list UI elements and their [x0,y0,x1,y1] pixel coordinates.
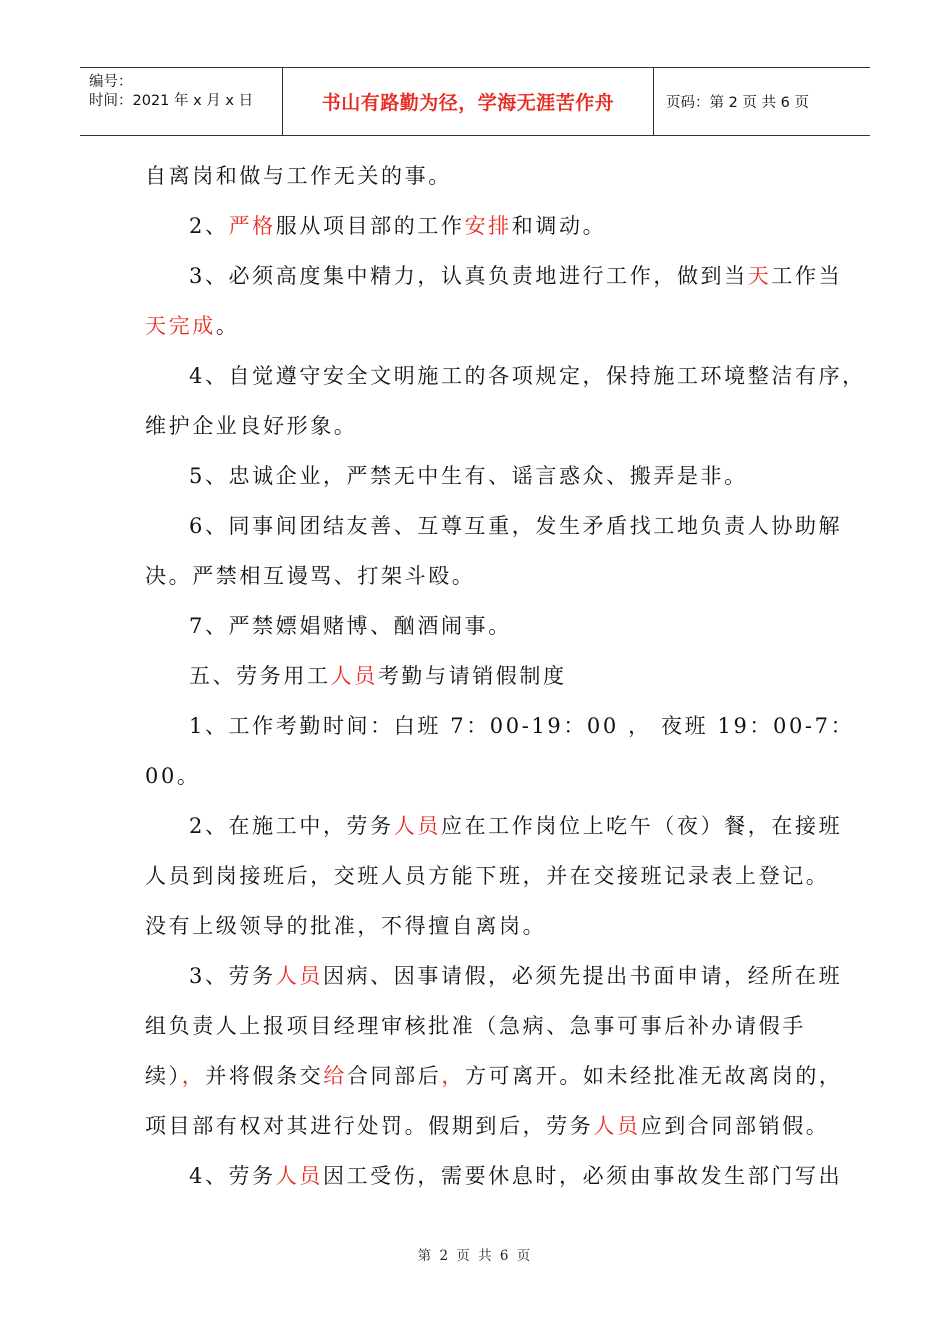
highlighted-text: 天完成 [145,314,216,338]
header-meta [80,68,282,135]
text-segment: 2、在施工中，劳务 [189,814,394,838]
document-number-label: 编号： [89,74,133,90]
text-segment: 因病、因事请假，必须先提出书面申请，经所在班 [322,964,843,988]
text-segment: 人员到岗接班后，交班人员方能下班，并在交接班记录表上登记。 [145,864,830,888]
highlighted-text: 人员 [275,1164,323,1188]
body-line [145,410,357,442]
body-line [145,160,452,192]
highlighted-text: 人员 [593,1114,641,1138]
text-segment: 3、必须高度集中精力，认真负责地进行工作，做到当 [189,264,748,288]
body-line [145,1060,843,1092]
rule-item-5 [189,460,748,492]
text-segment: 4、劳务 [189,1164,276,1188]
highlighted-text: 天 [747,264,772,288]
body-line [145,910,546,942]
text-segment: 3、劳务 [189,964,276,988]
page-footer: 第 2 页 共 6 页 [417,1248,533,1264]
text-segment: 2、 [189,214,229,238]
body-line [145,1110,829,1142]
text-segment: 和调动。 [511,214,607,238]
highlighted-text: ， [441,1064,465,1088]
text-segment: 方可离开。如未经批准无故离岗的， [464,1064,843,1088]
attendance-item-4 [189,1160,842,1192]
highlighted-text: ， [181,1064,206,1088]
header-page-cell [654,68,870,135]
text-segment: 00。 [145,764,201,788]
rule-item-2 [189,210,606,242]
body-line [145,860,829,892]
attendance-item-1 [189,710,854,742]
text-segment: 5、忠诚企业，严禁无中生有、谣言惑众、搬弄是非。 [189,464,748,488]
text-segment: 合同部后 [346,1064,442,1088]
attendance-item-2 [189,810,842,842]
text-segment: 续） [145,1064,182,1088]
highlighted-text: 安排 [464,214,512,238]
body-line [145,560,475,592]
text-segment: 6、同事间团结友善、互尊互重，发生矛盾找工地负责人协助解 [189,514,843,538]
text-segment: 服从项目部的工作 [275,214,465,238]
page-header [80,67,870,136]
text-segment: 因工受伤，需要休息时，必须由事故发生部门写出 [322,1164,843,1188]
text-segment: 自离岗和做与工作无关的事。 [145,164,452,188]
text-segment: 7、严禁嫖娼赌博、酗酒闹事。 [189,614,512,638]
text-segment: 决。严禁相互谩骂、打架斗殴。 [145,564,476,588]
text-segment: 没有上级领导的批准，不得擅自离岗。 [145,914,547,938]
text-segment: 五、劳务用工 [189,664,331,688]
body-line [145,760,201,792]
section-heading [189,660,567,692]
rule-item-3 [189,260,842,292]
highlighted-text: 人员 [393,814,441,838]
text-segment: 考勤与请销假制度 [377,664,567,688]
highlighted-text: 人员 [330,664,378,688]
header-motto-cell [282,68,654,135]
text-segment: 工作当 [771,264,843,288]
rule-item-4 [189,360,866,392]
text-segment: 应到合同部销假。 [640,1114,830,1138]
rule-item-7 [189,610,512,642]
document-date-label: 时间：2021 年 x 月 x 日 [89,93,254,109]
highlighted-text: 严格 [228,214,276,238]
header-motto: 书山有路勤为径，学海无涯苦作舟 [321,92,615,114]
text-segment: 项目部有权对其进行处罚。假期到后，劳务 [145,1114,594,1138]
body-line [145,1010,806,1042]
text-segment: 。 [215,314,240,338]
text-segment: 4、自觉遵守安全文明施工的各项规定，保持施工环境整洁有序， [189,364,866,388]
body-line [145,310,239,342]
text-segment: 组负责人上报项目经理审核批准（急病、急事可事后补办请假手 [145,1014,806,1038]
attendance-item-3 [189,960,842,992]
rule-item-6 [189,510,842,542]
highlighted-text: 给 [323,1064,347,1088]
header-page-number: 页码：第 2 页 共 6 页 [666,95,809,111]
text-segment: 1、工作考勤时间：白班 7：00-19：00 ， 夜班 19：00-7： [189,714,855,738]
text-segment: 应在工作岗位上吃午（夜）餐，在接班 [440,814,843,838]
text-segment: 并将假条交 [205,1064,324,1088]
highlighted-text: 人员 [275,964,323,988]
text-segment: 维护企业良好形象。 [145,414,358,438]
